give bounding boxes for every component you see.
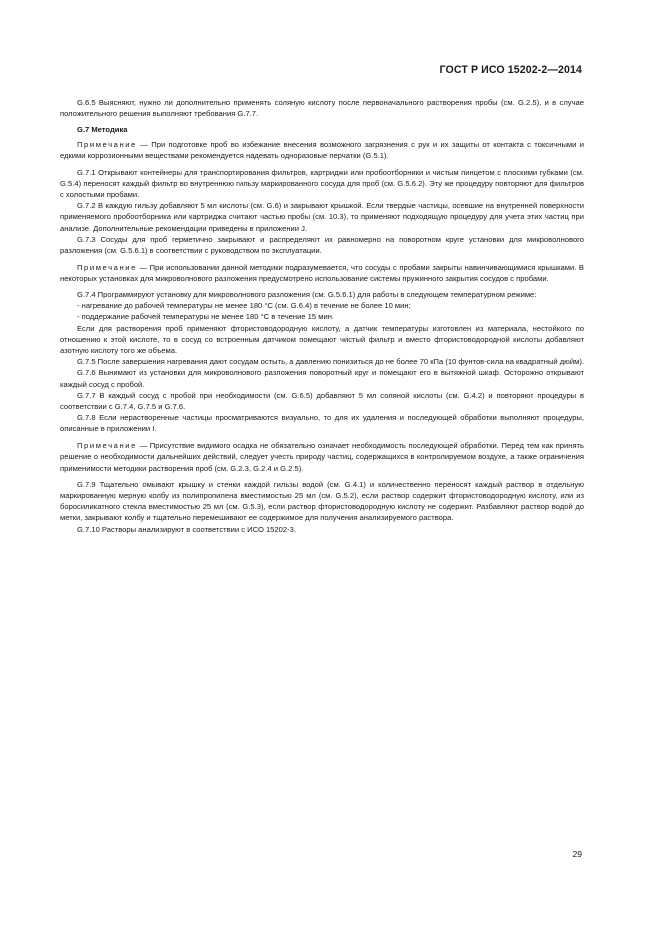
note-3 bbox=[60, 440, 584, 474]
temperature-mode-list bbox=[60, 300, 584, 322]
page-number: 29 bbox=[572, 849, 582, 859]
document-header: ГОСТ Р ИСО 15202-2—2014 bbox=[439, 64, 582, 76]
paragraph-g7-7: G.7.7 В каждый сосуд с пробой при необходимости (см. G.6.5) добавляют 5 мл соляной кислоты (см. G.4.2) и повторяют процедуры в соответствии с G.7.4, G.7.5 и G.7.6. bbox=[60, 390, 584, 412]
note-text: — Присутствие видимого осадка не обязательно означает необходимость последующей обработки. Перед тем как принять решение о необходимости дальнейших действий, следует учесть природу частиц, содержащихся в контролируемом воздухе, а также ограничения применимости методики растворения проб (см. G.2.3, G.2.4 и G.2.5). bbox=[60, 441, 584, 473]
note-label: Примечание bbox=[77, 441, 137, 451]
note-1 bbox=[60, 139, 584, 161]
document-body bbox=[60, 97, 584, 535]
note-2 bbox=[60, 262, 584, 284]
paragraph-g7-4: G.7.4 Программируют установку для микроволнового разложения (см. G.5.6.1) для работы в следующем температурном режиме: bbox=[77, 290, 537, 300]
note-text: — При подготовке проб во избежание внесения возможного загрязнения с рук и их защиты от контакта с токсичными и едкими коррозионными веществами рекомендуется надевать одноразовые перчатки (G.5.1). bbox=[60, 139, 584, 160]
paragraph-g7-10: G.7.10 Растворы анализируют в соответствии с ИСО 15202-3. bbox=[77, 524, 296, 534]
note-label: Примечание bbox=[77, 139, 137, 149]
paragraph-g7-5: G.7.5 После завершения нагревания дают сосудам остыть, а давлению понизиться до не более 70 кПа (10 фунтов-сила на квадратный дюйм). bbox=[77, 357, 584, 367]
paragraph-g7-6: G.7.6 Вынимают из установки для микроволнового разложения поворотный круг и помещают его в вытяжной шкаф. Осторожно открывают каждый сосуд с пробой. bbox=[60, 368, 584, 389]
note-label: Примечание bbox=[77, 262, 137, 272]
note-text: — При использовании данной методики подразумевается, что сосуды с пробами закрыты навинчивающимися крышками. В некоторых установках для микроволнового разложения предусмотрено использование системы пружинного закрытия сосудов с пробами. bbox=[60, 262, 584, 283]
paragraph-g7-2: G.7.2 В каждую гильзу добавляют 5 мл кислоты (см. G.6) и закрывают крышкой. Если твердые частицы, осевшие на внутренней поверхности применяемого пробоотборника или картриджа считают частью пробы (см. 10.3), то применяют подходящую процедуру для учета этих частиц при анализе. Дополнительные рекомендации приведены в приложении J. bbox=[60, 201, 584, 233]
paragraph-g6-5: G.6.5 Выясняют, нужно ли дополнительно применять соляную кислоту после первоначального растворения пробы (см. G.2.5), и в случае положительного решения выполняют требования G.7.7. bbox=[60, 98, 584, 119]
paragraph-g7-3: G.7.3 Сосуды для проб герметично закрывают и распределяют их равномерно на поворотном круге установки для микроволнового разложения (см. G.5.6.1) в соответствии с руководством по эксплуатации. bbox=[60, 234, 584, 255]
paragraph-g7-8: G.7.8 Если нерастворенные частицы просматриваются визуально, то для их удаления и последующей обработки выполняют процедуры, описанные в приложении I. bbox=[60, 413, 584, 434]
list-item: - поддержание рабочей температуры не менее 180 °С в течение 15 мин. bbox=[77, 312, 334, 322]
list-item: - нагревание до рабочей температуры не менее 180 °С (см. G.6.4) в течение не более 10 мин; bbox=[77, 301, 411, 311]
paragraph-g7-1: G.7.1 Открывают контейнеры для транспортирования фильтров, картриджи или пробоотборники и чистым пинцетом с плоскими губками (см. G.5.4) переносят каждый фильтр во внутреннюю гильзу маркированного сосуда для проб (см. G.5.6.2). Эту же процедуру повторяют для фильтров с холостыми пробами. bbox=[60, 167, 584, 199]
paragraph-g7-4-extra: Если для растворения проб применяют фтористоводородную кислоту, а датчик температуры изготовлен из материала, нестойкого по отношению к этой кислоте, то в сосуд со встроенным датчиком помещают чистый фильтр и вместо фтористоводородной кислоты добавляют азотную кислоту того же объема. bbox=[60, 323, 584, 356]
section-heading: G.7 Методика bbox=[77, 125, 128, 135]
paragraph-g7-9: G.7.9 Тщательно омывают крышку и стенки каждой гильзы водой (см. G.4.1) и количественно переносят каждый раствор в отдельную маркированную мерную колбу из полипропилена вместимостью 25 мл (см. G.5.2), если раствор содержит фтористоводородную кислоту, или из боросиликатного стекла вместимостью 25 мл (см. G.5.3), если раствор фтористоводородную кислоту не содержит. Разбавляют раствор водой до метки, закрывают колбу и тщательно перемешивают ее содержимое для получения анализируемого раствора. bbox=[60, 479, 584, 523]
